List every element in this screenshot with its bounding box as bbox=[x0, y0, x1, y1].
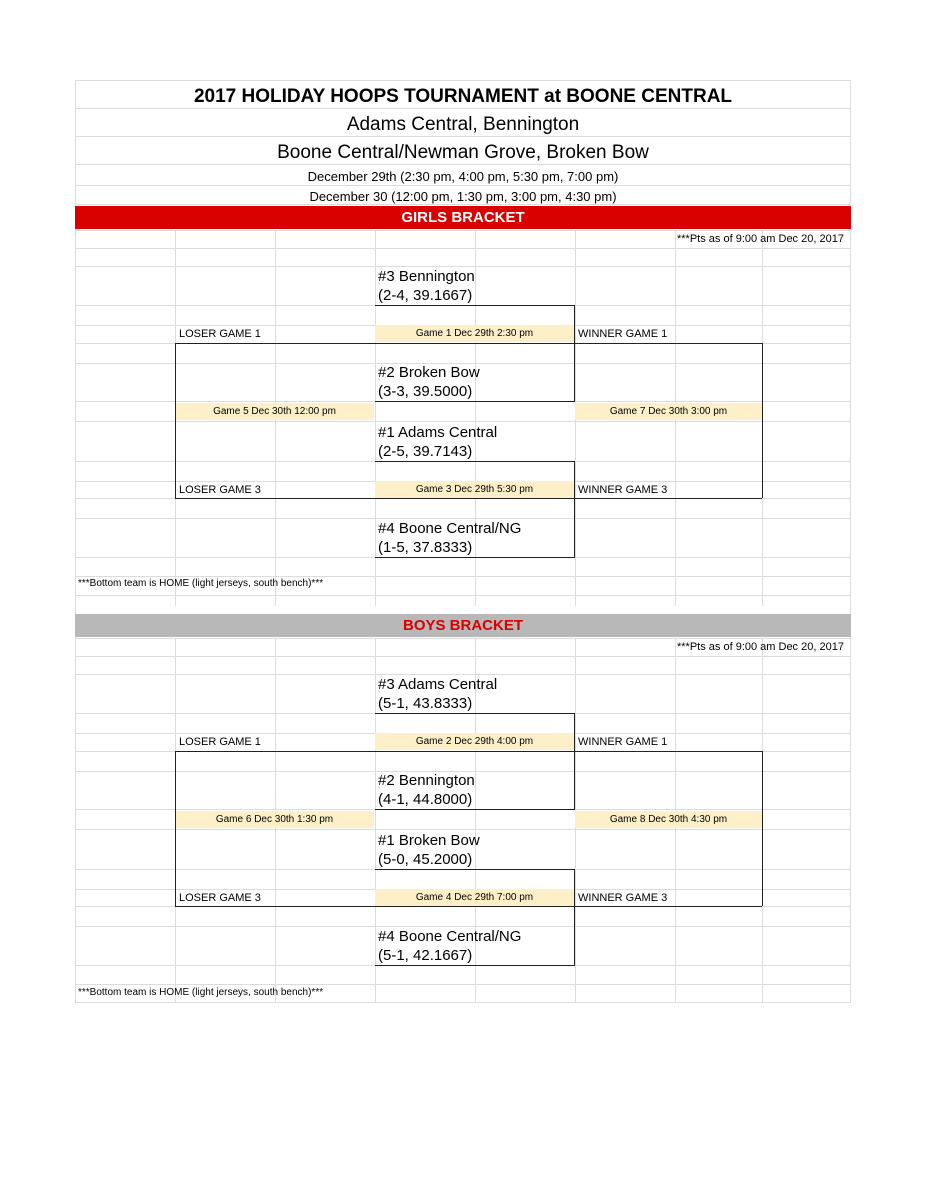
gridline bbox=[375, 230, 376, 606]
boys-team-1-record: (5-1, 43.8333) bbox=[378, 695, 473, 712]
boys-home-note: ***Bottom team is HOME (light jerseys, south bench)*** bbox=[78, 987, 324, 998]
gridline bbox=[75, 185, 851, 186]
boys-bracket-line bbox=[375, 965, 575, 966]
boys-team-4-name: #4 Boone Central/NG bbox=[378, 928, 522, 945]
boys-bracket-line bbox=[175, 751, 176, 906]
girls-bracket-line bbox=[375, 401, 575, 402]
gridline bbox=[75, 595, 851, 596]
boys-bracket-line bbox=[175, 751, 762, 752]
boys-bracket-line bbox=[574, 869, 575, 965]
teams-line-1: Adams Central, Bennington bbox=[346, 114, 580, 135]
girls-team-1-record: (2-4, 39.1667) bbox=[378, 287, 473, 304]
girls-game-5-label: Game 5 Dec 30th 12:00 pm bbox=[175, 403, 374, 420]
gridline bbox=[75, 984, 851, 985]
spreadsheet bbox=[75, 80, 851, 1003]
gridline bbox=[75, 204, 851, 205]
girls-team-2-record: (3-3, 39.5000) bbox=[378, 383, 473, 400]
boys-winner-game-3: WINNER GAME 3 bbox=[578, 892, 668, 904]
tournament-title: 2017 HOLIDAY HOOPS TOURNAMENT at BOONE CENTRAL bbox=[193, 86, 733, 107]
girls-game-1-label: Game 1 Dec 29th 2:30 pm bbox=[375, 325, 574, 342]
boys-team-2-name: #2 Bennington bbox=[378, 772, 475, 789]
girls-bracket-line bbox=[375, 557, 575, 558]
teams-line-2: Boone Central/Newman Grove, Broken Bow bbox=[277, 142, 649, 163]
boys-bracket-line bbox=[375, 869, 575, 870]
schedule-day-2: December 30 (12:00 pm, 1:30 pm, 3:00 pm, 4:30 pm) bbox=[309, 189, 617, 204]
boys-bracket-line bbox=[375, 809, 575, 810]
gridline bbox=[75, 421, 851, 422]
boys-game-8-label: Game 8 Dec 30th 4:30 pm bbox=[575, 811, 762, 828]
boys-bracket-line bbox=[375, 713, 575, 714]
girls-bracket-line bbox=[574, 305, 575, 401]
gridline bbox=[75, 248, 851, 249]
gridline bbox=[75, 164, 851, 165]
girls-winner-game-3: WINNER GAME 3 bbox=[578, 484, 668, 496]
boys-pts-note: ***Pts as of 9:00 am Dec 20, 2017 bbox=[677, 641, 844, 653]
girls-loser-game-3: LOSER GAME 3 bbox=[179, 484, 261, 496]
girls-pts-note: ***Pts as of 9:00 am Dec 20, 2017 bbox=[677, 233, 844, 245]
girls-bracket-line bbox=[762, 343, 763, 498]
girls-bracket-line bbox=[375, 461, 575, 462]
boys-winner-game-1: WINNER GAME 1 bbox=[578, 736, 668, 748]
girls-bracket-line bbox=[175, 498, 762, 499]
girls-loser-game-1: LOSER GAME 1 bbox=[179, 328, 261, 340]
girls-bracket-heading: GIRLS BRACKET bbox=[75, 206, 851, 229]
girls-bracket-line bbox=[574, 461, 575, 557]
girls-team-4-name: #4 Boone Central/NG bbox=[378, 520, 522, 537]
gridline bbox=[75, 230, 851, 231]
boys-bracket-line bbox=[574, 713, 575, 809]
gridline bbox=[75, 829, 851, 830]
gridline bbox=[75, 136, 851, 137]
gridline bbox=[75, 80, 851, 81]
boys-loser-game-1: LOSER GAME 1 bbox=[179, 736, 261, 748]
gridline bbox=[75, 1002, 851, 1003]
gridline bbox=[475, 230, 476, 606]
boys-team-3-record: (5-0, 45.2000) bbox=[378, 851, 473, 868]
girls-home-note: ***Bottom team is HOME (light jerseys, south bench)*** bbox=[78, 578, 324, 589]
gridline bbox=[75, 576, 851, 577]
boys-game-6-label: Game 6 Dec 30th 1:30 pm bbox=[175, 811, 374, 828]
boys-game-4-label: Game 4 Dec 29th 7:00 pm bbox=[375, 889, 574, 906]
boys-team-4-record: (5-1, 42.1667) bbox=[378, 947, 473, 964]
boys-game-2-label: Game 2 Dec 29th 4:00 pm bbox=[375, 733, 574, 750]
girls-game-7-label: Game 7 Dec 30th 3:00 pm bbox=[575, 403, 762, 420]
schedule-day-1: December 29th (2:30 pm, 4:00 pm, 5:30 pm, 7:00 pm) bbox=[307, 169, 619, 184]
boys-loser-game-3: LOSER GAME 3 bbox=[179, 892, 261, 904]
gridline bbox=[75, 108, 851, 109]
girls-team-4-record: (1-5, 37.8333) bbox=[378, 539, 473, 556]
boys-team-2-record: (4-1, 44.8000) bbox=[378, 791, 473, 808]
boys-bracket-line bbox=[175, 906, 762, 907]
boys-bracket-line bbox=[762, 751, 763, 906]
girls-team-3-record: (2-5, 39.7143) bbox=[378, 443, 473, 460]
girls-team-2-name: #2 Broken Bow bbox=[378, 364, 480, 381]
girls-bracket-line bbox=[175, 343, 176, 498]
girls-team-3-name: #1 Adams Central bbox=[378, 424, 498, 441]
gridline bbox=[75, 638, 851, 639]
girls-team-1-name: #3 Bennington bbox=[378, 268, 475, 285]
boys-bracket-heading: BOYS BRACKET bbox=[75, 614, 851, 637]
gridline bbox=[375, 638, 376, 1003]
girls-bracket-line bbox=[175, 343, 762, 344]
girls-bracket-line bbox=[375, 305, 575, 306]
gridline bbox=[75, 656, 851, 657]
boys-team-3-name: #1 Broken Bow bbox=[378, 832, 480, 849]
girls-winner-game-1: WINNER GAME 1 bbox=[578, 328, 668, 340]
boys-team-1-name: #3 Adams Central bbox=[378, 676, 498, 693]
girls-game-3-label: Game 3 Dec 29th 5:30 pm bbox=[375, 481, 574, 498]
